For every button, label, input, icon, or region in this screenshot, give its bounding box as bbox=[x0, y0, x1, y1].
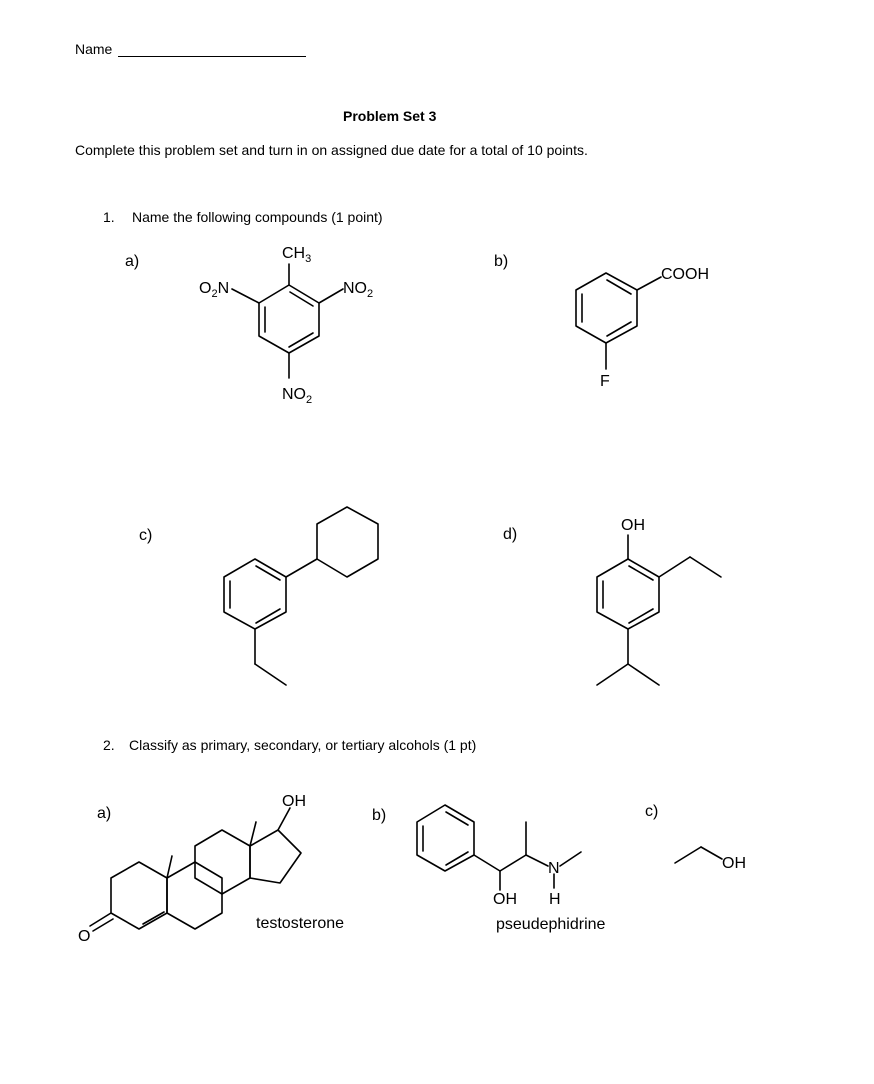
question-2-number: 2. bbox=[103, 737, 115, 753]
instructions-text: Complete this problem set and turn in on assigned due date for a total of 10 points. bbox=[75, 142, 588, 158]
compound-1d-substituted-phenol bbox=[503, 517, 721, 685]
oh-label-1d: OH bbox=[621, 517, 645, 534]
part-label-1a: a) bbox=[125, 253, 140, 270]
question-2-prompt: Classify as primary, secondary, or tertiary alcohols (1 pt) bbox=[129, 737, 477, 753]
part-label-2c: c) bbox=[645, 803, 659, 820]
o2n-subscript: 2 bbox=[211, 288, 218, 300]
part-label-1b: b) bbox=[494, 253, 509, 270]
part-label-1d: d) bbox=[503, 526, 518, 543]
compound-1a-trinitrotoluene bbox=[125, 245, 373, 406]
compound-2a-testosterone bbox=[78, 793, 344, 945]
benzene-ring bbox=[224, 559, 286, 629]
oh-label-2b: OH bbox=[493, 891, 517, 908]
oh-label-2a: OH bbox=[282, 793, 306, 810]
o2n-o-label: O bbox=[199, 280, 212, 297]
o2n-n-label: N bbox=[217, 280, 230, 297]
name-label: Name bbox=[75, 41, 113, 57]
benzene-ring bbox=[259, 285, 319, 353]
ring-d bbox=[250, 830, 301, 883]
cyclohexane-ring bbox=[317, 507, 378, 577]
svg-text:NO2 bbox=[343, 280, 373, 300]
svg-text:CH3 bbox=[282, 245, 311, 265]
pseudephidrine-name: pseudephidrine bbox=[496, 916, 606, 933]
part-label-2b: b) bbox=[372, 807, 387, 824]
part-label-1c: c) bbox=[139, 527, 153, 544]
no2-right-subscript: 2 bbox=[367, 288, 374, 300]
testosterone-name: testosterone bbox=[256, 915, 345, 932]
compound-1c-cyclohexyl-ethylbenzene bbox=[139, 507, 378, 685]
no2-bottom-label: NO bbox=[282, 386, 306, 403]
part-label-2a: a) bbox=[97, 805, 112, 822]
svg-text:NO2 bbox=[282, 386, 312, 406]
benzene-ring bbox=[576, 273, 637, 343]
benzene-ring bbox=[597, 559, 659, 629]
fluorine-label: F bbox=[600, 373, 610, 390]
no2-bottom-subscript: 2 bbox=[306, 394, 313, 406]
hydrogen-label: H bbox=[549, 891, 561, 908]
question-1-prompt: Name the following compounds (1 point) bbox=[132, 209, 383, 225]
oh-label-2c: OH bbox=[722, 855, 746, 872]
ch3-subscript: 3 bbox=[305, 253, 312, 265]
compound-1b-fluorobenzoic-acid bbox=[494, 253, 709, 390]
cooh-label: COOH bbox=[661, 266, 709, 283]
oxygen-label-2a: O bbox=[78, 928, 91, 945]
svg-text:O2N bbox=[199, 280, 229, 300]
nitrogen-label: N bbox=[548, 860, 560, 877]
compound-2b-pseudoephedrine bbox=[372, 805, 606, 933]
compound-2c-ethanol bbox=[645, 803, 746, 872]
ring-a bbox=[111, 862, 167, 929]
benzene-ring bbox=[417, 805, 474, 871]
no2-right-label: NO bbox=[343, 280, 367, 297]
ch3-label: CH bbox=[282, 245, 306, 262]
page-title: Problem Set 3 bbox=[343, 108, 437, 124]
question-1-number: 1. bbox=[103, 209, 115, 225]
